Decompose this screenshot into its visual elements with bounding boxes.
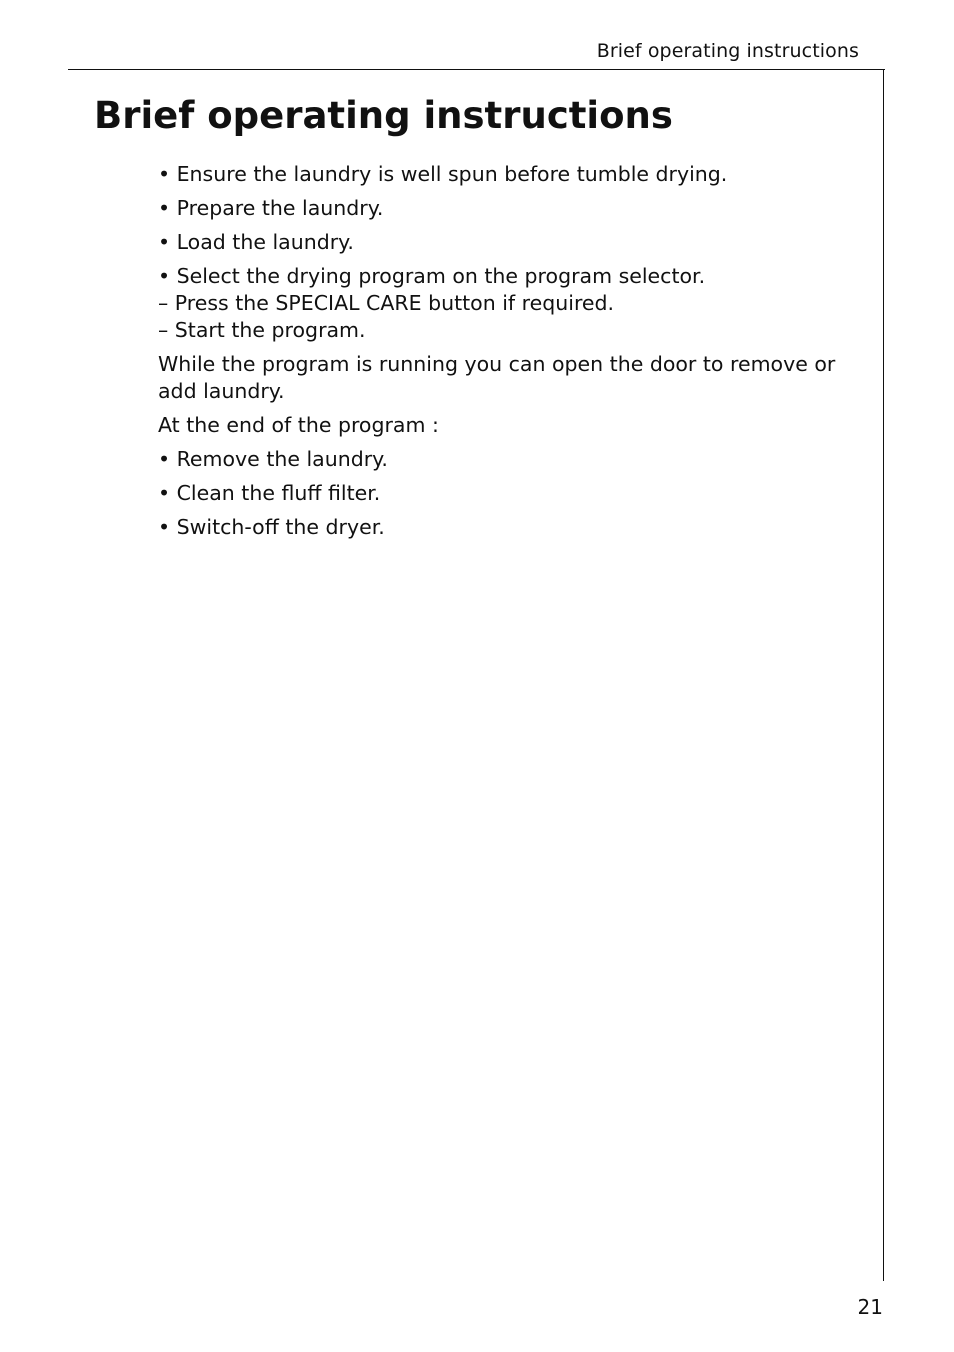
while-running-note: While the program is running you can open the door to remove or add laundry. xyxy=(158,352,836,403)
page-number: 21 xyxy=(857,1295,883,1319)
sub-step: – Start the program. xyxy=(158,318,366,342)
list-item: • Prepare the laundry. xyxy=(158,196,384,220)
page-title: Brief operating instructions xyxy=(94,94,673,137)
program-step-block xyxy=(158,263,863,344)
list-item: • Ensure the laundry is well spun before tumble drying. xyxy=(158,162,728,186)
list-item: • Select the drying program on the program selector. xyxy=(158,264,706,288)
instructions-body xyxy=(158,161,863,548)
sub-step: – Press the SPECIAL CARE button if required. xyxy=(158,291,615,315)
margin-rule xyxy=(883,69,884,1281)
running-header: Brief operating instructions xyxy=(596,40,859,62)
list-item: • Load the laundry. xyxy=(158,230,354,254)
list-item: • Clean the fluff filter. xyxy=(158,481,381,505)
header-rule xyxy=(68,69,885,70)
list-item: • Remove the laundry. xyxy=(158,447,388,471)
list-item: • Switch-off the dryer. xyxy=(158,515,385,539)
end-of-program-intro: At the end of the program : xyxy=(158,413,439,437)
